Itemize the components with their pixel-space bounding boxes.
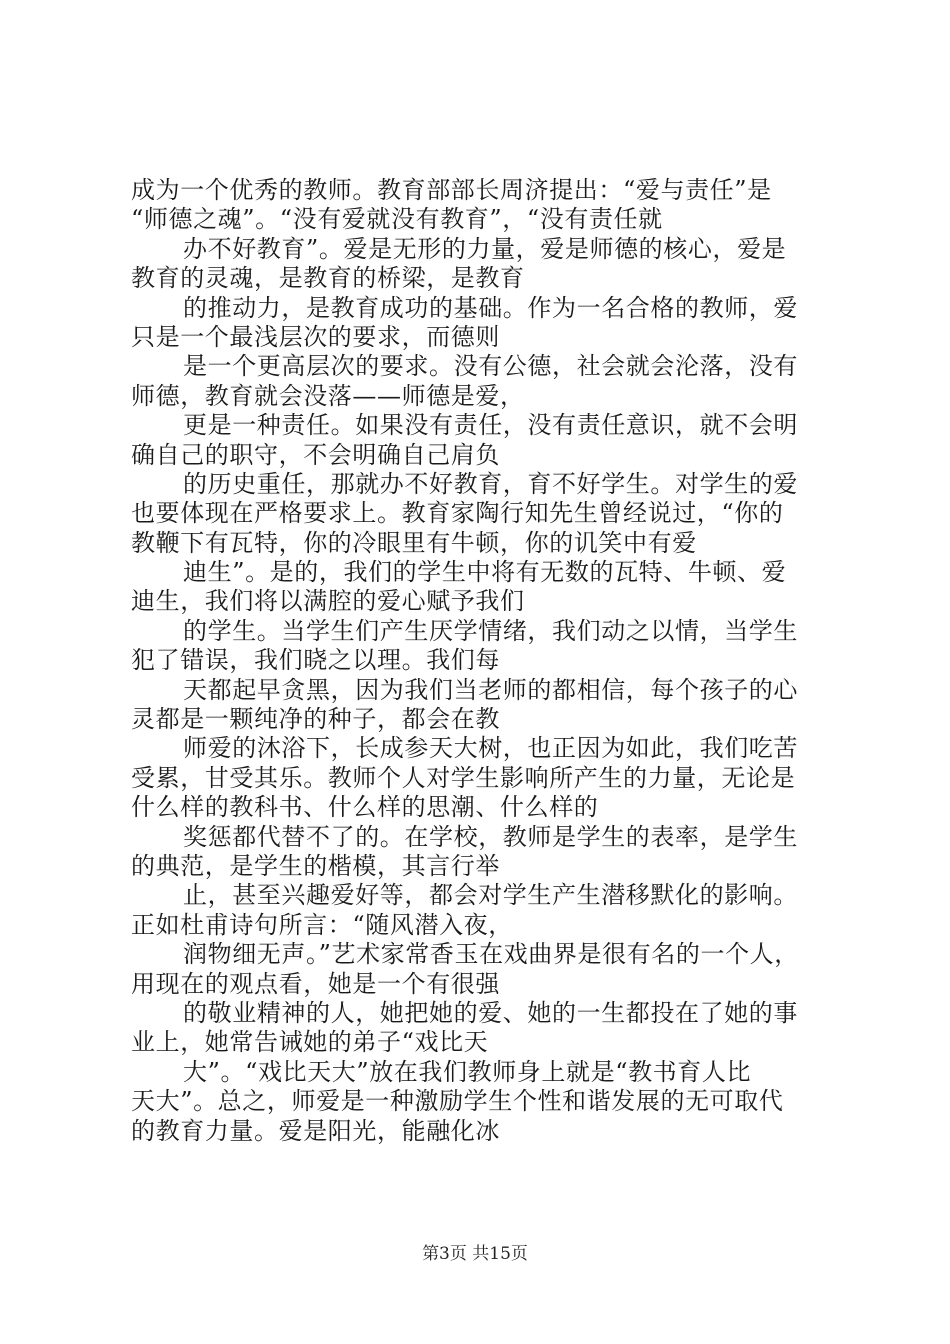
- text-line: 迪生，我们将以满腔的爱心赋予我们: [131, 587, 525, 616]
- text-line: 成为一个优秀的教师。教育部部长周济提出：“爱与责任”是: [131, 176, 772, 204]
- text-line: 灵都是一颗纯净的种子，都会在教: [131, 705, 500, 734]
- text-line: 师爱的沐浴下，长成参天大树，也正因为如此，我们吃苦: [183, 734, 798, 763]
- text-line: 确自己的职守，不会明确自己肩负: [131, 440, 500, 469]
- text-line: 犯了错误，我们晓之以理。我们每: [131, 646, 500, 675]
- text-line: 业上，她常告诫她的弟子“戏比天: [131, 1028, 489, 1057]
- text-line: 更是一种责任。如果没有责任，没有责任意识，就不会明: [183, 411, 798, 440]
- text-line: 的推动力，是教育成功的基础。作为一名合格的教师，爱: [183, 293, 798, 322]
- text-line: 教鞭下有瓦特，你的冷眼里有牛顿，你的讥笑中有爱: [131, 528, 697, 557]
- text-line: 天都起早贪黑，因为我们当老师的都相信，每个孩子的心: [183, 675, 798, 704]
- text-line: 师德，教育就会没落——师德是爱，: [131, 381, 525, 410]
- text-line: 大”。“戏比天大”放在我们教师身上就是“教书育人比: [183, 1057, 752, 1086]
- text-line: 正如杜甫诗句所言：“随风潜入夜，: [131, 910, 513, 939]
- text-line: 教育的灵魂，是教育的桥梁，是教育: [131, 264, 525, 293]
- text-line: 的教育力量。爱是阳光，能融化冰: [131, 1116, 500, 1145]
- text-line: 办不好教育”。爱是无形的力量，爱是师德的核心，爱是: [183, 234, 787, 263]
- text-line: 只是一个最浅层次的要求，而德则: [131, 322, 500, 351]
- text-line: 什么样的教科书、什么样的思潮、什么样的: [131, 793, 599, 822]
- text-line: 也要体现在严格要求上。教育家陶行知先生曾经说过，“你的: [131, 499, 784, 528]
- page-footer: 第3页 共15页: [422, 1244, 528, 1264]
- text-line: 的敬业精神的人，她把她的爱、她的一生都投在了她的事: [183, 998, 798, 1027]
- text-line: 天大”。总之，师爱是一种激励学生个性和谐发展的无可取代: [131, 1087, 784, 1116]
- text-line: 奖惩都代替不了的。在学校，教师是学生的表率，是学生: [183, 822, 798, 851]
- body-text: [131, 176, 841, 1146]
- text-line: 用现在的观点看，她是一个有很强: [131, 969, 500, 998]
- text-line: 的典范，是学生的楷模，其言行举: [131, 851, 500, 880]
- text-line: 的历史重任，那就办不好教育，育不好学生。对学生的爱: [183, 469, 798, 498]
- text-line: 润物细无声。”艺术家常香玉在戏曲界是很有名的一个人，: [183, 940, 799, 969]
- text-line: “师德之魂”。“没有爱就没有教育”，“没有责任就: [131, 205, 663, 234]
- text-line: 止，甚至兴趣爱好等，都会对学生产生潜移默化的影响。: [183, 881, 798, 910]
- text-line: 迪生”。是的，我们的学生中将有无数的瓦特、牛顿、爱: [183, 558, 787, 587]
- text-line: 受累，甘受其乐。教师个人对学生影响所产生的力量，无论是: [131, 763, 796, 792]
- text-line: 是一个更高层次的要求。没有公德，社会就会沦落，没有: [183, 352, 798, 381]
- text-line: 的学生。当学生们产生厌学情绪，我们动之以情，当学生: [183, 616, 798, 645]
